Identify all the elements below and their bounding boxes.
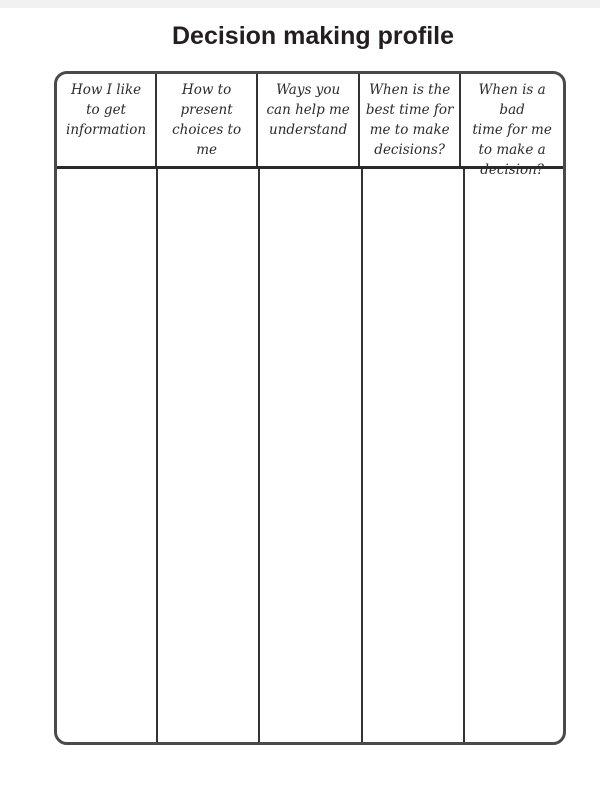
- decision-profile-table: [54, 71, 566, 745]
- table-header-row: [57, 74, 563, 178]
- table-cell-information[interactable]: [57, 169, 158, 742]
- column-header-best-time: When is the best time for me to make decisions?: [360, 74, 461, 166]
- table-cell-help-understand[interactable]: [260, 169, 363, 742]
- column-header-bad-time: When is a bad time for me to make a decision?: [472, 82, 552, 178]
- column-header-help-understand: Ways you can help me understand: [258, 74, 360, 166]
- table-cell-bad-time[interactable]: [465, 169, 563, 742]
- page-top-strip: [0, 0, 600, 8]
- column-header-present-choices: How to present choices to me: [157, 74, 258, 166]
- column-header-information: How I like to get information: [57, 74, 157, 166]
- table-row: [57, 169, 563, 742]
- table-cell-best-time[interactable]: [363, 169, 465, 742]
- table-cell-present-choices[interactable]: [158, 169, 260, 742]
- page-title: Decision making profile: [171, 22, 454, 50]
